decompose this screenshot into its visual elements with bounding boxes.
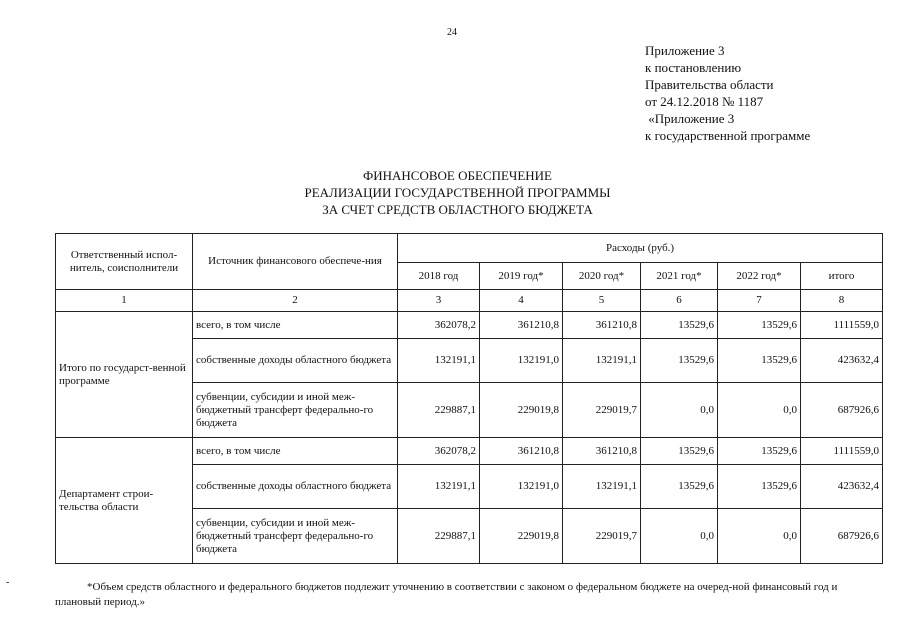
column-number: 2 xyxy=(193,290,398,312)
value-cell: 13529,6 xyxy=(641,438,718,465)
document-title xyxy=(0,167,905,218)
value-cell: 13529,6 xyxy=(718,465,801,509)
value-cell: 132191,1 xyxy=(398,339,480,383)
source-cell: субвенции, субсидии и иной меж-бюджетный трансферт федерально-го бюджета xyxy=(193,509,398,564)
table-row xyxy=(56,438,883,465)
appendix-line: «Приложение 3 xyxy=(645,111,735,126)
value-cell: 0,0 xyxy=(718,509,801,564)
header-year: 2019 год* xyxy=(480,263,563,290)
footnote: *Объем средств областного и федерального бюджетов подлежит уточнению в соответствии с законом о федеральном бюджете на очеред-ной финансовый год и плановый период.» xyxy=(55,581,838,608)
value-cell: 362078,2 xyxy=(398,312,480,339)
header-total: итого xyxy=(801,263,883,290)
value-cell: 13529,6 xyxy=(718,438,801,465)
source-cell: собственные доходы областного бюджета xyxy=(193,465,398,509)
value-cell: 13529,6 xyxy=(641,465,718,509)
value-cell: 132191,1 xyxy=(398,465,480,509)
value-cell: 13529,6 xyxy=(718,339,801,383)
value-cell: 13529,6 xyxy=(641,339,718,383)
value-cell: 229019,8 xyxy=(480,509,563,564)
title-line: ЗА СЧЕТ СРЕДСТВ ОБЛАСТНОГО БЮДЖЕТА xyxy=(322,202,593,217)
column-number: 3 xyxy=(398,290,480,312)
value-cell: 361210,8 xyxy=(480,312,563,339)
value-cell: 362078,2 xyxy=(398,438,480,465)
value-cell: 1111559,0 xyxy=(801,312,883,339)
value-cell: 423632,4 xyxy=(801,339,883,383)
appendix-note xyxy=(645,42,810,144)
value-cell: 229019,7 xyxy=(563,509,641,564)
value-cell: 229019,8 xyxy=(480,383,563,438)
header-year: 2022 год* xyxy=(718,263,801,290)
value-cell: 229887,1 xyxy=(398,383,480,438)
column-number: 1 xyxy=(56,290,193,312)
executor-cell: Департамент строи-тельства области xyxy=(56,438,193,564)
value-cell: 361210,8 xyxy=(480,438,563,465)
value-cell: 0,0 xyxy=(641,383,718,438)
column-number: 5 xyxy=(563,290,641,312)
header-expenses: Расходы (руб.) xyxy=(398,234,883,263)
value-cell: 0,0 xyxy=(641,509,718,564)
source-cell: всего, в том числе xyxy=(193,312,398,339)
value-cell: 132191,0 xyxy=(480,339,563,383)
executor-cell: Итого по государст-венной программе xyxy=(56,312,193,438)
value-cell: 687926,6 xyxy=(801,383,883,438)
source-cell: всего, в том числе xyxy=(193,438,398,465)
header-year: 2020 год* xyxy=(563,263,641,290)
header-year: 2021 год* xyxy=(641,263,718,290)
column-number: 4 xyxy=(480,290,563,312)
margin-mark: - xyxy=(6,577,10,588)
table-row xyxy=(56,312,883,339)
value-cell: 0,0 xyxy=(718,383,801,438)
header-year: 2018 год xyxy=(398,263,480,290)
title-line: РЕАЛИЗАЦИИ ГОСУДАРСТВЕННОЙ ПРОГРАММЫ xyxy=(304,185,611,200)
value-cell: 361210,8 xyxy=(563,438,641,465)
appendix-line: к государственной программе xyxy=(645,128,811,143)
value-cell: 132191,1 xyxy=(563,465,641,509)
value-cell: 687926,6 xyxy=(801,509,883,564)
value-cell: 132191,0 xyxy=(480,465,563,509)
value-cell: 361210,8 xyxy=(563,312,641,339)
column-number: 6 xyxy=(641,290,718,312)
value-cell: 229887,1 xyxy=(398,509,480,564)
appendix-line: Приложение 3 xyxy=(645,43,725,58)
header-executor: Ответственный испол-нитель, соисполнители xyxy=(56,234,193,290)
column-number: 8 xyxy=(801,290,883,312)
value-cell: 1111559,0 xyxy=(801,438,883,465)
source-cell: субвенции, субсидии и иной меж-бюджетный трансферт федерально-го бюджета xyxy=(193,383,398,438)
appendix-line: от 24.12.2018 № 1187 xyxy=(645,94,764,109)
value-cell: 229019,7 xyxy=(563,383,641,438)
value-cell: 13529,6 xyxy=(718,312,801,339)
appendix-line: к постановлению xyxy=(645,60,742,75)
value-cell: 423632,4 xyxy=(801,465,883,509)
header-source: Источник финансового обеспече-ния xyxy=(193,234,398,290)
title-line: ФИНАНСОВОЕ ОБЕСПЕЧЕНИЕ xyxy=(362,168,553,183)
page-number: 24 xyxy=(447,27,457,38)
column-number: 7 xyxy=(718,290,801,312)
appendix-line: Правительства области xyxy=(645,77,774,92)
financing-table xyxy=(55,233,883,564)
value-cell: 132191,1 xyxy=(563,339,641,383)
source-cell: собственные доходы областного бюджета xyxy=(193,339,398,383)
value-cell: 13529,6 xyxy=(641,312,718,339)
